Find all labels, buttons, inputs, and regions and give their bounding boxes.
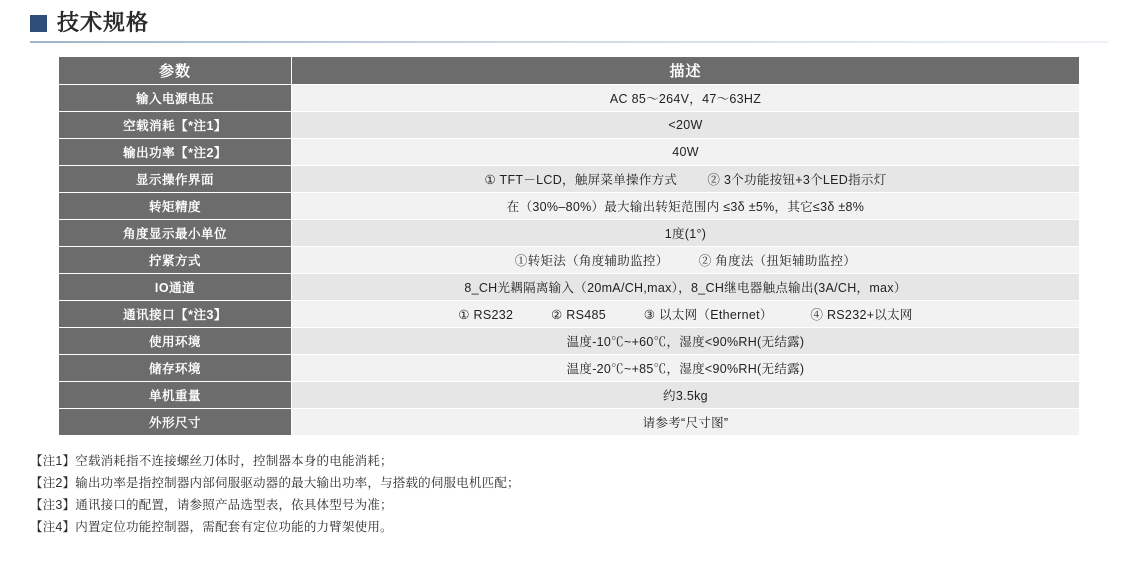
row-desc-text: 1度(1°) (664, 227, 707, 241)
row-desc-cell (292, 247, 1080, 274)
table-row (59, 139, 1080, 166)
table-row (59, 301, 1080, 328)
note-line: 【注1】空载消耗指不连接螺丝刀体时，控制器本身的电能消耗； (30, 454, 393, 468)
row-desc-cell (292, 139, 1080, 166)
row-desc-text: ① TFT－LCD，触屏菜单操作方式 ② 3个功能按钮+3个LED指示灯 (484, 173, 887, 187)
table-head (59, 57, 1080, 85)
row-desc-text: 温度-10℃~+60℃，湿度<90%RH(无结露) (566, 335, 805, 349)
row-desc-cell (292, 166, 1080, 193)
table-row (59, 274, 1080, 301)
row-desc-text: 40W (672, 145, 699, 159)
note-line: 【注3】通讯接口的配置，请参照产品选型表，依具体型号为准； (30, 498, 393, 512)
note-line: 【注2】输出功率是指控制器内部伺服驱动器的最大输出功率，与搭载的伺服电机匹配； (30, 476, 520, 490)
table-row (59, 247, 1080, 274)
row-param-cell: 外形尺寸 (59, 409, 292, 436)
table-row (59, 409, 1080, 436)
spec-table (58, 56, 1080, 436)
row-desc-text: 约3.5kg (663, 389, 708, 403)
row-desc-text: 请参考“尺寸图” (642, 416, 729, 430)
spec-table-wrap (58, 56, 1080, 436)
table-header-row (59, 57, 1080, 85)
row-param-cell: 使用环境 (59, 328, 292, 355)
row-desc-text: 在（30%–80%）最大输出转矩范围内 ≤3δ ±5%，其它≤3δ ±8% (506, 200, 865, 214)
column-header-desc: 描述 (292, 57, 1080, 85)
row-param-cell: 空载消耗【*注1】 (59, 112, 292, 139)
row-desc-text: 8_CH光耦隔离输入（20mA/CH,max），8_CH继电器触点输出(3A/CH，max） (464, 281, 907, 295)
row-param-cell: 输入电源电压 (59, 85, 292, 112)
notes-list (30, 450, 1138, 538)
row-desc-cell (292, 382, 1080, 409)
table-row (59, 85, 1080, 112)
square-marker-icon (30, 15, 47, 32)
row-param-cell: 输出功率【*注2】 (59, 139, 292, 166)
table-row (59, 328, 1080, 355)
header-divider (30, 41, 1108, 43)
row-desc-text: 温度-20℃~+85℃，湿度<90%RH(无结露) (566, 362, 805, 376)
section-header (0, 0, 1138, 34)
row-param-cell: IO通道 (59, 274, 292, 301)
row-desc-cell (292, 301, 1080, 328)
row-desc-cell (292, 112, 1080, 139)
row-desc-text: AC 85～264V，47～63HZ (609, 92, 762, 106)
table-row (59, 193, 1080, 220)
row-desc-cell (292, 409, 1080, 436)
note-line: 【注4】内置定位功能控制器，需配套有定位功能的力臂架使用。 (30, 520, 393, 534)
row-param-cell: 通讯接口【*注3】 (59, 301, 292, 328)
row-desc-text: ①转矩法（角度辅助监控） ② 角度法（扭矩辅助监控） (514, 254, 857, 268)
row-desc-text: ① RS232 ② RS485 ③ 以太网（Ethernet） ④ RS232+以太网 (458, 308, 913, 322)
column-header-param: 参数 (59, 57, 292, 85)
table-row (59, 220, 1080, 247)
row-desc-cell (292, 328, 1080, 355)
table-row (59, 382, 1080, 409)
page-title: 技术规格 (57, 10, 150, 35)
row-param-cell: 显示操作界面 (59, 166, 292, 193)
table-body (59, 85, 1080, 436)
row-param-cell: 转矩精度 (59, 193, 292, 220)
row-desc-text: <20W (668, 118, 703, 132)
row-param-cell: 拧紧方式 (59, 247, 292, 274)
row-desc-cell (292, 220, 1080, 247)
table-row (59, 355, 1080, 382)
row-desc-cell (292, 85, 1080, 112)
table-row (59, 166, 1080, 193)
table-row (59, 112, 1080, 139)
row-desc-cell (292, 193, 1080, 220)
row-param-cell: 单机重量 (59, 382, 292, 409)
row-desc-cell (292, 355, 1080, 382)
row-desc-cell (292, 274, 1080, 301)
row-param-cell: 储存环境 (59, 355, 292, 382)
row-param-cell: 角度显示最小单位 (59, 220, 292, 247)
